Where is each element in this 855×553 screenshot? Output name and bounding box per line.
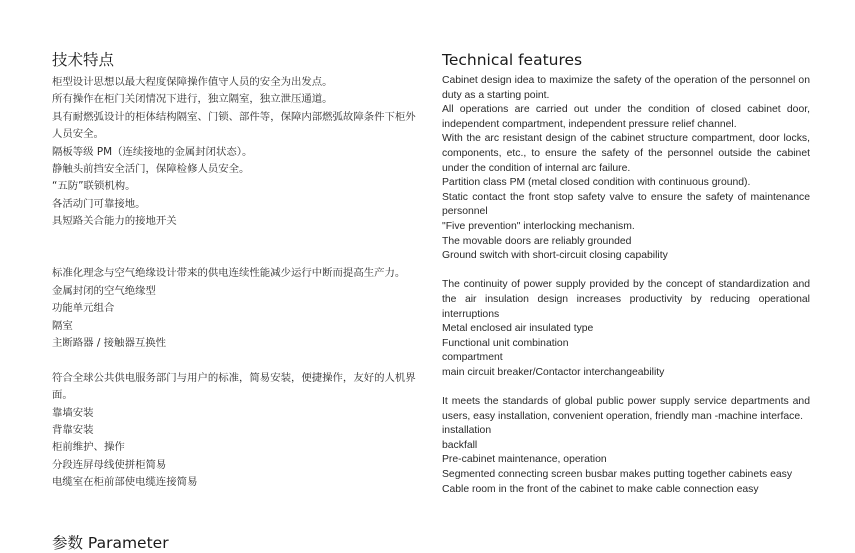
en-line: Static contact the front stop safety valve to ensure the safety of maintenance personnel bbox=[442, 191, 810, 218]
en-line: compartment bbox=[442, 352, 503, 364]
cn-line: 具有耐燃弧设计的柜体结构隔室、门锁、部件等，保障内部燃弧故障条件下柜外人员安全。 bbox=[52, 110, 416, 141]
cn-line: 静触头前挡安全活门，保障检修人员安全。 bbox=[52, 163, 250, 176]
english-paragraph-2 bbox=[442, 278, 810, 380]
en-line: Metal enclosed air insulated type bbox=[442, 323, 594, 335]
chinese-paragraph-3 bbox=[52, 370, 424, 492]
next-section-title: 参数 Parameter bbox=[52, 534, 169, 552]
paragraph-gap bbox=[442, 380, 810, 395]
cn-line: 隔室 bbox=[52, 319, 73, 332]
en-line: Partition class PM (metal closed condition with continuous ground). bbox=[442, 177, 751, 189]
cn-line: 金属封闭的空气绝缘型 bbox=[52, 284, 156, 297]
en-line: Segmented connecting screen busbar makes putting together cabinets easy bbox=[442, 469, 793, 481]
chinese-column bbox=[52, 50, 424, 492]
cn-line: 隔板等级 PM（连续接地的金属封闭状态）。 bbox=[52, 145, 253, 158]
english-title: Technical features bbox=[442, 51, 583, 69]
paragraph-gap bbox=[52, 248, 424, 265]
en-line: main circuit breaker/Contactor interchangeability bbox=[442, 366, 665, 378]
cn-line: 分段连屏母线使拼柜简易 bbox=[52, 458, 167, 471]
cn-line: 柜前维护、操作 bbox=[52, 441, 125, 454]
en-line: Pre-cabinet maintenance, operation bbox=[442, 454, 607, 466]
cn-line: 背靠安装 bbox=[52, 424, 94, 437]
cn-line: “五防”联锁机构。 bbox=[52, 180, 136, 193]
en-line: Functional unit combination bbox=[442, 337, 569, 349]
english-paragraph-3 bbox=[442, 395, 810, 497]
en-line: installation bbox=[442, 425, 492, 437]
en-line: Cable room in the front of the cabinet to make cable connection easy bbox=[442, 483, 759, 495]
cn-line: 标准化理念与空气绝缘设计带来的供电连续性能减少运行中断而提高生产力。 bbox=[52, 267, 406, 280]
cn-line: 靠墙安装 bbox=[52, 406, 94, 419]
en-line: "Five prevention" interlocking mechanism. bbox=[442, 220, 635, 232]
en-line: It meets the standards of global public power supply service departments and users, easy installation, convenient operation, friendly man -machine interface. bbox=[442, 396, 810, 422]
en-line: All operations are carried out under the condition of closed cabinet door, independent compartment, independent pressure relief channel. bbox=[442, 104, 810, 130]
cn-line: 主断路器 / 接触器互换性 bbox=[52, 337, 167, 350]
en-line: Ground switch with short-circuit closing capability bbox=[442, 250, 668, 262]
cn-line: 各活动门可靠接地。 bbox=[52, 197, 146, 210]
en-line: Cabinet design idea to maximize the safety of the operation of the personnel on duty as a starting point. bbox=[442, 75, 810, 101]
en-line: The movable doors are reliably grounded bbox=[442, 235, 632, 247]
paragraph-gap bbox=[52, 231, 424, 248]
cn-line: 所有操作在柜门关闭情况下进行，独立隔室，独立泄压通道。 bbox=[52, 93, 333, 106]
cn-line: 功能单元组合 bbox=[52, 302, 115, 315]
chinese-paragraph-2 bbox=[52, 265, 424, 352]
en-line: The continuity of power supply provided by the concept of standardization and the air insulation design increases productivity by reducing operational interruptions bbox=[442, 279, 810, 320]
en-line: With the arc resistant design of the cabinet structure compartment, door locks, components, etc., to ensure the safety of the personnel outside the cabinet under the condition of internal arc failure. bbox=[442, 133, 810, 174]
cn-line: 符合全球公共供电服务部门与用户的标准，简易安装，便捷操作，友好的人机界面。 bbox=[52, 371, 416, 402]
chinese-paragraph-1 bbox=[52, 74, 424, 231]
chinese-title: 技术特点 bbox=[52, 51, 115, 69]
english-column bbox=[442, 50, 810, 497]
cn-line: 电缆室在柜前部使电缆连接简易 bbox=[52, 476, 198, 489]
paragraph-gap bbox=[52, 352, 424, 369]
english-paragraph-1 bbox=[442, 74, 810, 264]
paragraph-gap bbox=[442, 264, 810, 279]
cn-line: 具短路关合能力的接地开关 bbox=[52, 215, 177, 228]
en-line: backfall bbox=[442, 439, 478, 451]
cn-line: 柜型设计思想以最大程度保障操作值守人员的安全为出发点。 bbox=[52, 76, 333, 88]
